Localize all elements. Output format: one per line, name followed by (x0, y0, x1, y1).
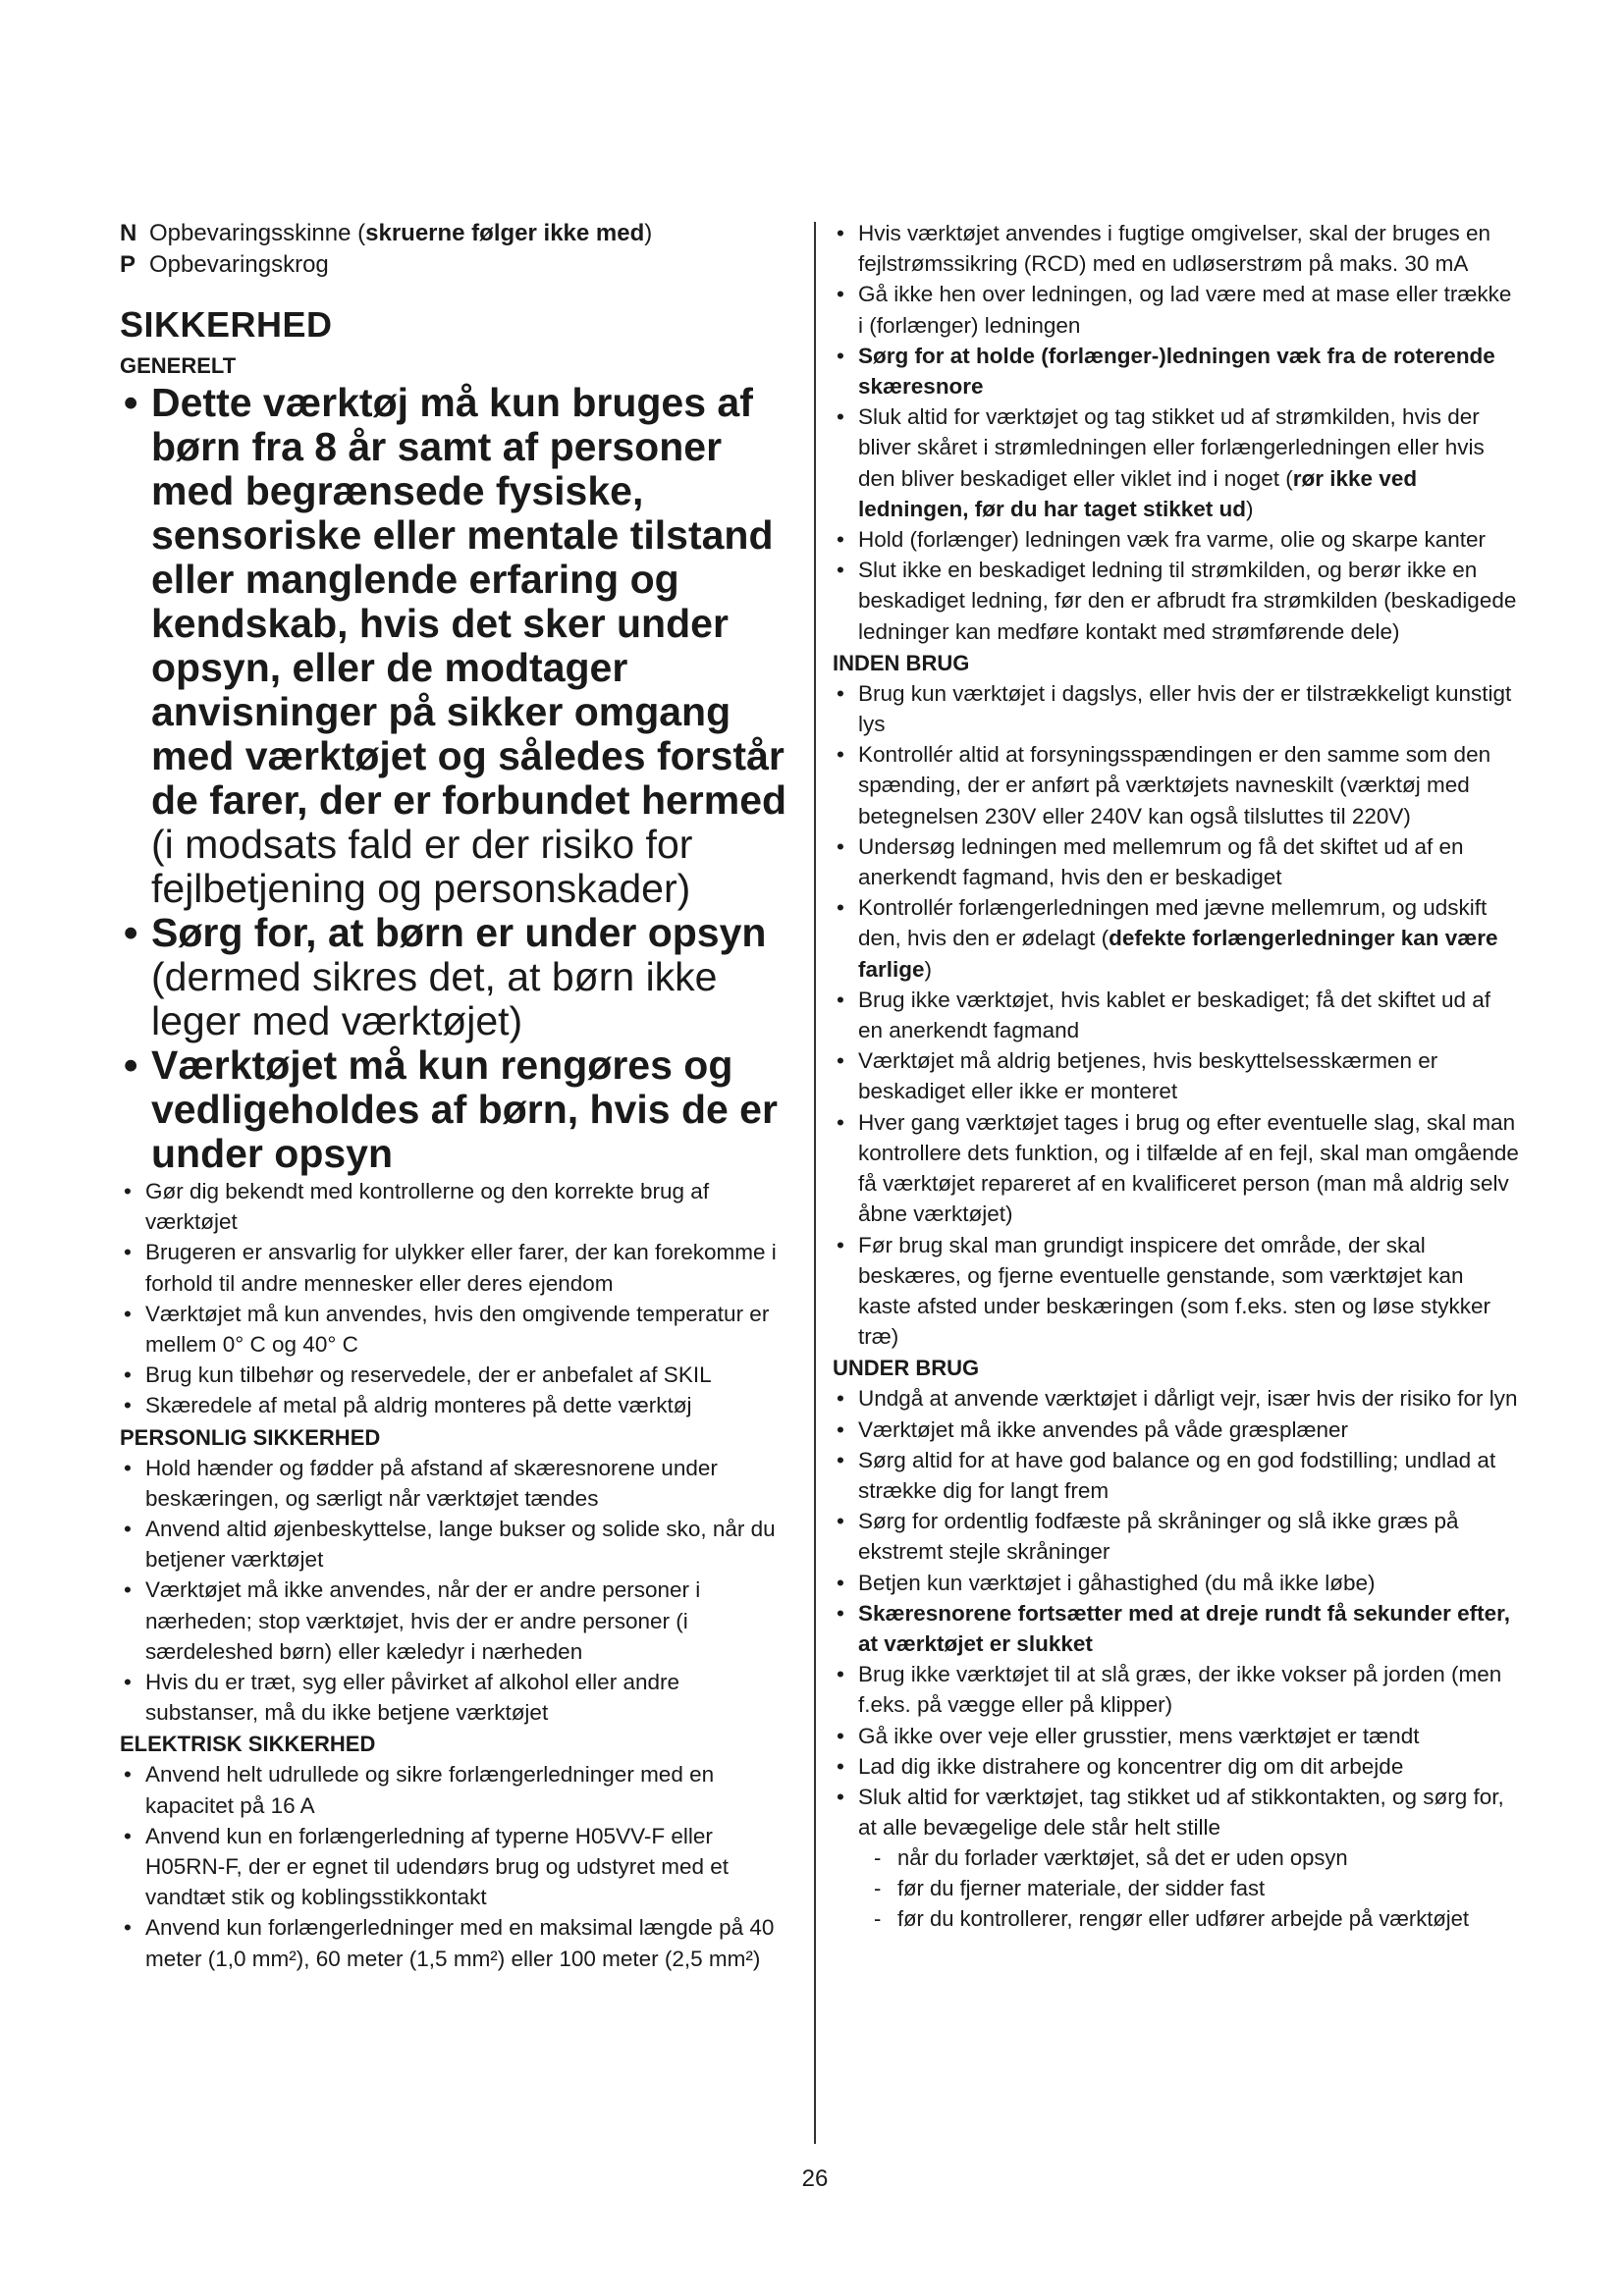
heading-generelt: GENERELT (120, 353, 237, 378)
list-item: • Hver gang værktøjet tages i brug og efter eventuelle slag, skal man kontrollere dets funktion, og i tilfælde af en fejl, skal man omgående få værktøjet repareret af en kvalificeret person (man må aldrig selv åbne værktøjet) (833, 1107, 1520, 1230)
elektrisk-list (120, 1759, 797, 1973)
legend-item-n: N Opbevaringsskinne (skruerne følger ikke med) (120, 218, 797, 249)
list-item: • Sluk altid for værktøjet og tag stikket ud af strømkilden, hvis der bliver skåret i strømledningen eller forlængerledningen eller hvis den bliver beskadiget eller viklet ind i noget (rør ikke ved ledningen, før du har taget stikket ud) (833, 401, 1520, 524)
heading-elektrisk: ELEKTRISK SIKKERHED (120, 1732, 376, 1757)
personlig-list (120, 1453, 797, 1729)
list-item: • Brug ikke værktøjet til at slå græs, der ikke vokser på jorden (men f.eks. på vægge eller på klipper) (833, 1659, 1520, 1720)
list-item: • Sørg for ordentlig fodfæste på skråninger og slå ikke græs på ekstremt stejle skråninger (833, 1506, 1520, 1567)
list-item: • Skæresnorene fortsætter med at dreje rundt få sekunder efter, at værktøjet er slukket (833, 1598, 1520, 1659)
list-item: - før du kontrollerer, rengør eller udfører arbejde på værktøjet (870, 1903, 1520, 1934)
parts-legend (120, 218, 797, 281)
column-divider (814, 222, 816, 2144)
list-item: • Brug kun værktøjet i dagslys, eller hvis der er tilstrækkeligt kunstigt lys (833, 678, 1520, 739)
list-item: • Skæredele af metal på aldrig monteres på dette værktøj (120, 1390, 797, 1420)
legend-key: P (120, 251, 136, 278)
list-item: • Gå ikke hen over ledningen, og lad være med at mase eller trække i (forlænger) ledningen (833, 279, 1520, 340)
list-item: • Sluk altid for værktøjet, tag stikket ud af stikkontakten, og sørg for, at alle bevægelige dele står helt stille (833, 1782, 1520, 1842)
list-item: • Dette værktøj må kun bruges af børn fra 8 år samt af personer med begrænsede fysiske, sensoriske eller mentale tilstand eller manglende erfaring og kendskab, hvis det sker under opsyn, eller de modtager anvisninger på sikker omgang med værktøjet og således forstår de farer, der er forbundet hermed (i modsats fald er der risiko for fejlbetjening og personskader) (120, 381, 797, 911)
under-brug-sublist (833, 1842, 1520, 1934)
list-item: • Før brug skal man grundigt inspicere det område, der skal beskæres, og fjerne eventuelle genstande, som værktøjet kan kaste afsted under beskæringen (som f.eks. sten og løse stykker træ) (833, 1230, 1520, 1353)
list-item: • Værktøjet må aldrig betjenes, hvis beskyttelsesskærmen er beskadiget eller ikke er monteret (833, 1045, 1520, 1106)
elektrisk-list-continued (833, 218, 1520, 647)
list-item: - før du fjerner materiale, der sidder fast (870, 1873, 1520, 1903)
heading-personlig: PERSONLIG SIKKERHED (120, 1424, 381, 1450)
list-item: • Sørg for, at børn er under opsyn (dermed sikres det, at børn ikke leger med værktøjet) (120, 911, 797, 1043)
list-item: • Undersøg ledningen med mellemrum og få det skiftet ud af en anerkendt fagmand, hvis den er beskadiget (833, 831, 1520, 892)
legend-item-p: P Opbevaringskrog (120, 249, 797, 281)
list-item: • Værktøjet må ikke anvendes på våde græsplæner (833, 1415, 1520, 1445)
list-item: • Anvend altid øjenbeskyttelse, lange bukser og solide sko, når du betjener værktøjet (120, 1514, 797, 1575)
list-item: • Anvend helt udrullede og sikre forlængerledninger med en kapacitet på 16 A (120, 1759, 797, 1820)
section-title: SIKKERHED (120, 304, 333, 345)
list-item: • Gør dig bekendt med kontrollerne og den korrekte brug af værktøjet (120, 1176, 797, 1237)
list-item: • Værktøjet må kun rengøres og vedligeholdes af børn, hvis de er under opsyn (120, 1043, 797, 1176)
list-item: • Hold hænder og fødder på afstand af skæresnorene under beskæringen, og særligt når værktøjet tændes (120, 1453, 797, 1514)
list-item: • Kontrollér forlængerledningen med jævne mellemrum, og udskift den, hvis den er ødelagt (defekte forlængerledninger kan være farlige) (833, 892, 1520, 985)
left-column (120, 218, 797, 1974)
heading-inden-brug: INDEN BRUG (833, 650, 970, 675)
generelt-list (120, 1176, 797, 1421)
list-item: • Lad dig ikke distrahere og koncentrer dig om dit arbejde (833, 1751, 1520, 1782)
warning-list (120, 381, 797, 1176)
list-item: • Sørg for at holde (forlænger-)ledningen væk fra de roterende skæresnore (833, 341, 1520, 401)
list-item: • Hvis du er træt, syg eller påvirket af alkohol eller andre substanser, må du ikke betjene værktøjet (120, 1667, 797, 1728)
heading-under-brug: UNDER BRUG (833, 1356, 980, 1381)
list-item: • Hvis værktøjet anvendes i fugtige omgivelser, skal der bruges en fejlstrømssikring (RCD) med en udløserstrøm på maks. 30 mA (833, 218, 1520, 279)
list-item: • Anvend kun forlængerledninger med en maksimal længde på 40 meter (1,0 mm²), 60 meter (1,5 mm²) eller 100 meter (2,5 mm²) (120, 1912, 797, 1973)
list-item: • Anvend kun en forlængerledning af typerne H05VV-F eller H05RN-F, der er egnet til udendørs brug og udstyret med et vandtæt stik og koblingsstikkontakt (120, 1821, 797, 1913)
list-item: • Værktøjet må kun anvendes, hvis den omgivende temperatur er mellem 0° C og 40° C (120, 1299, 797, 1360)
right-column (833, 218, 1520, 1934)
inden-brug-list (833, 678, 1520, 1352)
list-item: • Betjen kun værktøjet i gåhastighed (du må ikke løbe) (833, 1568, 1520, 1598)
legend-key: N (120, 220, 137, 246)
list-item: • Brug ikke værktøjet, hvis kablet er beskadiget; få det skiftet ud af en anerkendt fagmand (833, 985, 1520, 1045)
list-item: • Gå ikke over veje eller grusstier, mens værktøjet er tændt (833, 1721, 1520, 1751)
list-item: • Sørg altid for at have god balance og en god fodstilling; undlad at strække dig for langt frem (833, 1445, 1520, 1506)
page-number: 26 (801, 2165, 829, 2192)
list-item: • Kontrollér altid at forsyningsspændingen er den samme som den spænding, der er anført på værktøjets navneskilt (værktøj med betegnelsen 230V eller 240V kan også tilsluttes til 220V) (833, 739, 1520, 831)
list-item: • Brug kun tilbehør og reservedele, der er anbefalet af SKIL (120, 1360, 797, 1390)
list-item: • Undgå at anvende værktøjet i dårligt vejr, især hvis der risiko for lyn (833, 1383, 1520, 1414)
list-item: - når du forlader værktøjet, så det er uden opsyn (870, 1842, 1520, 1873)
list-item: • Slut ikke en beskadiget ledning til strømkilden, og berør ikke en beskadiget ledning, før den er afbrudt fra strømkilden (beskadigede ledninger kan medføre kontakt med strømførende dele) (833, 555, 1520, 647)
list-item: • Hold (forlænger) ledningen væk fra varme, olie og skarpe kanter (833, 524, 1520, 555)
list-item: • Brugeren er ansvarlig for ulykker eller farer, der kan forekomme i forhold til andre mennesker eller deres ejendom (120, 1237, 797, 1298)
list-item: • Værktøjet må ikke anvendes, når der er andre personer i nærheden; stop værktøjet, hvis der er andre personer (i særdeleshed børn) eller kæledyr i nærheden (120, 1575, 797, 1667)
under-brug-list (833, 1383, 1520, 1842)
